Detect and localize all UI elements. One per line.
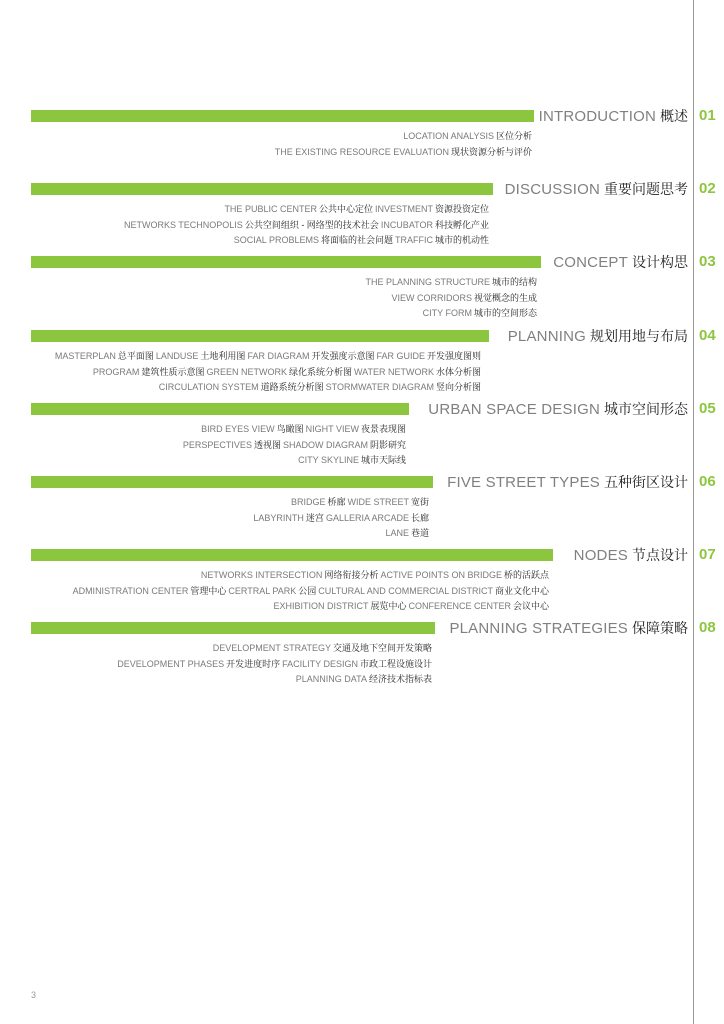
subitem-line	[365, 291, 539, 307]
subitem-line	[275, 129, 534, 145]
subitem-en: DEVELOPMENT STRATEGY	[212, 643, 331, 653]
section-title-en: NODES	[573, 547, 628, 564]
section-title-cn: 重要问题思考	[604, 181, 688, 197]
subitem-line	[183, 453, 408, 469]
subitem[interactable]	[375, 204, 491, 214]
subitem-cn: 道路系统分析图	[260, 382, 324, 393]
section-number: 04	[699, 327, 716, 344]
section-number: 03	[699, 253, 716, 270]
subitem-cn: 绿化系统分析图	[288, 366, 352, 377]
subitem[interactable]	[253, 513, 326, 523]
subitem-cn: 迷宫	[305, 512, 324, 523]
subitem[interactable]	[93, 367, 207, 377]
section-title-cn: 城市空间形态	[604, 401, 688, 417]
section-subitems	[73, 568, 551, 615]
subitem-en: THE EXISTING RESOURCE EVALUATION	[274, 146, 449, 157]
subitem-en: INCUBATOR	[380, 219, 433, 230]
subitem[interactable]	[391, 293, 539, 303]
subitem-en: PROGRAM	[92, 366, 140, 377]
subitem-en: VIEW CORRIDORS	[391, 292, 472, 303]
section-title-cn: 规划用地与布局	[590, 328, 688, 344]
subitem[interactable]	[326, 382, 483, 392]
subitem[interactable]	[224, 204, 375, 214]
subitem-line	[253, 511, 431, 527]
subitem-en: NETWORKS TECHNOPOLIS	[123, 219, 243, 230]
subitem-cn: 透视图	[253, 439, 281, 450]
subitem-line	[55, 349, 483, 365]
subitem[interactable]	[156, 351, 248, 361]
subitem-en: THE PUBLIC CENTER	[224, 204, 317, 214]
section-title	[534, 106, 688, 126]
subitem[interactable]	[376, 351, 483, 361]
subitem-en: NETWORKS INTERSECTION	[200, 570, 323, 580]
subitem[interactable]	[234, 235, 395, 245]
section-title-en: DISCUSSION	[504, 181, 600, 198]
subitem-en: LANE	[385, 528, 409, 539]
subitem-cn: 现状资源分析与评价	[450, 146, 532, 157]
subitem-cn: 宽街	[410, 497, 429, 507]
subitem-cn: 水体分析图	[435, 366, 481, 377]
subitem[interactable]	[385, 528, 431, 538]
subitem-en: FACILITY DESIGN	[282, 658, 358, 669]
subitem[interactable]	[213, 643, 434, 653]
subitem-en: LOCATION ANALYSIS	[403, 131, 494, 141]
subitem-en: ACTIVE POINTS ON BRIDGE	[380, 570, 502, 580]
subitem[interactable]	[117, 659, 282, 669]
subitem-en: WATER NETWORK	[353, 366, 434, 377]
subitem[interactable]	[73, 586, 229, 596]
section-subitems	[124, 202, 491, 249]
subitem-en: ADMINISTRATION CENTER	[72, 585, 189, 596]
subitem[interactable]	[55, 351, 156, 361]
subitem[interactable]	[275, 147, 534, 157]
subitem-en: WIDE STREET	[347, 497, 409, 507]
subitem[interactable]	[326, 513, 431, 523]
section-bar	[31, 403, 409, 415]
subitem-line	[275, 145, 534, 161]
subitem[interactable]	[206, 367, 354, 377]
subitem-en: GALLERIA ARCADE	[325, 512, 409, 523]
subitem[interactable]	[273, 601, 408, 611]
subitem[interactable]	[247, 351, 376, 361]
subitem-en: FAR DIAGRAM	[247, 351, 310, 361]
subitem[interactable]	[380, 570, 551, 580]
subitem-cn: 阴影研究	[369, 439, 406, 450]
subitem[interactable]	[403, 131, 534, 141]
section-number: 08	[699, 619, 716, 636]
section-number: 02	[699, 180, 716, 197]
subitem-line	[73, 568, 551, 584]
subitem-line	[117, 672, 434, 688]
subitem-cn: 将面临的社会问题	[320, 235, 393, 246]
subitem-cn: 城市的空间形态	[473, 308, 537, 319]
subitem-cn: 开发强度示意图	[311, 351, 375, 361]
subitem-line	[117, 641, 434, 657]
subitem[interactable]	[183, 440, 283, 450]
section-title	[503, 326, 688, 346]
section-number: 07	[699, 546, 716, 563]
subitem-en: TRAFFIC	[394, 235, 433, 246]
subitem[interactable]	[306, 424, 408, 434]
section-title	[569, 545, 688, 565]
subitem[interactable]	[283, 440, 408, 450]
subitem[interactable]	[124, 220, 381, 230]
subitem-en: SHADOW DIAGRAM	[282, 439, 368, 450]
subitem[interactable]	[365, 277, 539, 287]
subitem-cn: 长廊	[410, 512, 429, 523]
subitem-line	[117, 657, 434, 673]
subitem-cn: 鸟瞰图	[276, 424, 304, 434]
subitem-cn: 竖向分析图	[435, 382, 481, 393]
subitem-cn: 城市的结构	[491, 277, 537, 287]
subitem[interactable]	[201, 570, 381, 580]
section-subitems	[117, 641, 434, 688]
subitem-cn: 交通及地下空间开发策略	[332, 643, 432, 653]
subitem-en: CONFERENCE CENTER	[408, 601, 511, 612]
subitem-cn: 土地利用图	[200, 351, 246, 361]
subitem-line	[124, 233, 491, 249]
subitem[interactable]	[228, 586, 318, 596]
section-number: 01	[699, 107, 716, 124]
subitem[interactable]	[347, 497, 431, 507]
subitem-cn: 城市的机动性	[434, 235, 489, 246]
subitem[interactable]	[282, 659, 434, 669]
subitem-line	[73, 584, 551, 600]
subitem-line	[253, 495, 431, 511]
subitem-cn: 管理中心	[190, 585, 227, 596]
subitem-en: NIGHT VIEW	[305, 424, 359, 434]
section-subitems	[275, 129, 534, 160]
section-number: 05	[699, 400, 716, 417]
subitem-cn: 区位分析	[495, 131, 532, 141]
section-title	[548, 252, 688, 272]
subitem[interactable]	[291, 497, 348, 507]
subitem-line	[55, 365, 483, 381]
subitem-line	[253, 526, 431, 542]
subitem-cn: 资源投资定位	[434, 204, 489, 214]
subitem-cn: 会议中心	[512, 601, 549, 612]
subitem[interactable]	[408, 601, 551, 611]
section-title-en: INTRODUCTION	[538, 108, 656, 125]
section-title	[500, 179, 688, 199]
section-title-cn: 节点设计	[632, 547, 688, 563]
subitem-cn: 公园	[298, 585, 317, 596]
section-bar	[31, 110, 535, 122]
subitem-en: LANDUSE	[155, 351, 199, 361]
subitem-cn: 视觉概念的生成	[473, 292, 537, 303]
section-subitems	[365, 275, 539, 322]
subitem-cn: 商业文化中心	[494, 585, 549, 596]
subitem[interactable]	[201, 424, 306, 434]
subitem-en: PERSPECTIVES	[182, 439, 252, 450]
subitem-line	[365, 275, 539, 291]
section-bar	[31, 330, 489, 342]
subitem-en: BIRD EYES VIEW	[201, 424, 275, 434]
subitem-en: LABYRINTH	[253, 512, 304, 523]
section-bar	[31, 256, 541, 268]
section-title-en: URBAN SPACE DESIGN	[428, 401, 600, 418]
subitem[interactable]	[381, 220, 491, 230]
subitem-en: MASTERPLAN	[54, 351, 116, 361]
subitem-en: CIRCULATION SYSTEM	[158, 382, 259, 393]
section-title	[442, 472, 688, 492]
section-subitems	[183, 422, 408, 469]
subitem-en: GREEN NETWORK	[206, 366, 287, 377]
subitem-cn: 巷道	[410, 528, 429, 539]
subitem-cn: 城市天际线	[360, 455, 406, 466]
subitem-en: THE PLANNING STRUCTURE	[365, 277, 490, 287]
subitem-cn: 公共空间组织 - 网络型的技术社会	[244, 219, 379, 230]
subitem[interactable]	[318, 586, 551, 596]
subitem-cn: 市政工程设施设计	[359, 658, 432, 669]
subitem-en: SOCIAL PROBLEMS	[233, 235, 319, 246]
subitem-en: FAR GUIDE	[376, 351, 425, 361]
subitem-line	[124, 202, 491, 218]
section-bar	[31, 183, 493, 195]
section-title-cn: 五种街区设计	[604, 474, 688, 490]
section-bar	[31, 622, 435, 634]
subitem-en: PLANNING DATA	[295, 674, 367, 685]
subitem-cn: 科技孵化产业	[434, 219, 489, 230]
subitem-cn: 经济技术指标表	[368, 674, 432, 685]
subitem-cn: 夜景表现图	[360, 424, 406, 434]
page-number: 3	[31, 990, 37, 1000]
subitem-line	[365, 306, 539, 322]
subitem-cn: 展览中心	[370, 601, 407, 612]
section-number: 06	[699, 473, 716, 490]
subitem-en: CITY SKYLINE	[298, 455, 359, 466]
subitem-line	[73, 599, 551, 615]
subitem-cn: 网络衔接分析	[324, 570, 379, 580]
subitem[interactable]	[298, 455, 408, 465]
subitem-line	[124, 218, 491, 234]
subitem-en: BRIDGE	[290, 497, 326, 507]
section-subitems	[253, 495, 431, 542]
subitem-cn: 开发进度时序	[226, 658, 281, 669]
section-title	[444, 618, 688, 638]
subitem-en: CITY FORM	[422, 308, 472, 319]
section-bar	[31, 476, 433, 488]
subitem-en: EXHIBITION DISTRICT	[273, 601, 369, 612]
subitem[interactable]	[395, 235, 491, 245]
section-title-cn: 保障策略	[632, 620, 688, 636]
subitem[interactable]	[354, 367, 483, 377]
section-title-cn: 概述	[660, 108, 688, 124]
section-title-en: PLANNING	[507, 328, 586, 345]
subitem-en: CERTRAL PARK	[228, 585, 297, 596]
subitem-cn: 桥廊	[327, 497, 346, 507]
subitem-en: INVESTMENT	[374, 204, 433, 214]
section-subitems	[55, 349, 483, 396]
section-title	[423, 399, 688, 419]
subitem-cn: 建筑性质示意图	[141, 366, 205, 377]
section-title-en: CONCEPT	[553, 254, 628, 271]
section-title-cn: 设计构思	[632, 254, 688, 270]
subitem[interactable]	[296, 674, 434, 684]
subitem-cn: 桥的活跃点	[503, 570, 549, 580]
vertical-rule	[693, 0, 694, 1024]
subitem-line	[55, 380, 483, 396]
subitem-cn: 公共中心定位	[318, 204, 373, 214]
section-title-en: FIVE STREET TYPES	[447, 474, 600, 491]
section-bar	[31, 549, 553, 561]
subitem-en: DEVELOPMENT PHASES	[117, 658, 225, 669]
subitem-line	[183, 438, 408, 454]
subitem-cn: 开发强度图则	[426, 351, 481, 361]
subitem-en: STORMWATER DIAGRAM	[325, 382, 434, 393]
subitem-line	[183, 422, 408, 438]
subitem-cn: 总平面图	[117, 351, 154, 361]
subitem-en: CULTURAL AND COMMERCIAL DISTRICT	[318, 585, 493, 596]
section-title-en: PLANNING STRATEGIES	[449, 620, 628, 637]
subitem[interactable]	[423, 308, 539, 318]
subitem[interactable]	[159, 382, 326, 392]
